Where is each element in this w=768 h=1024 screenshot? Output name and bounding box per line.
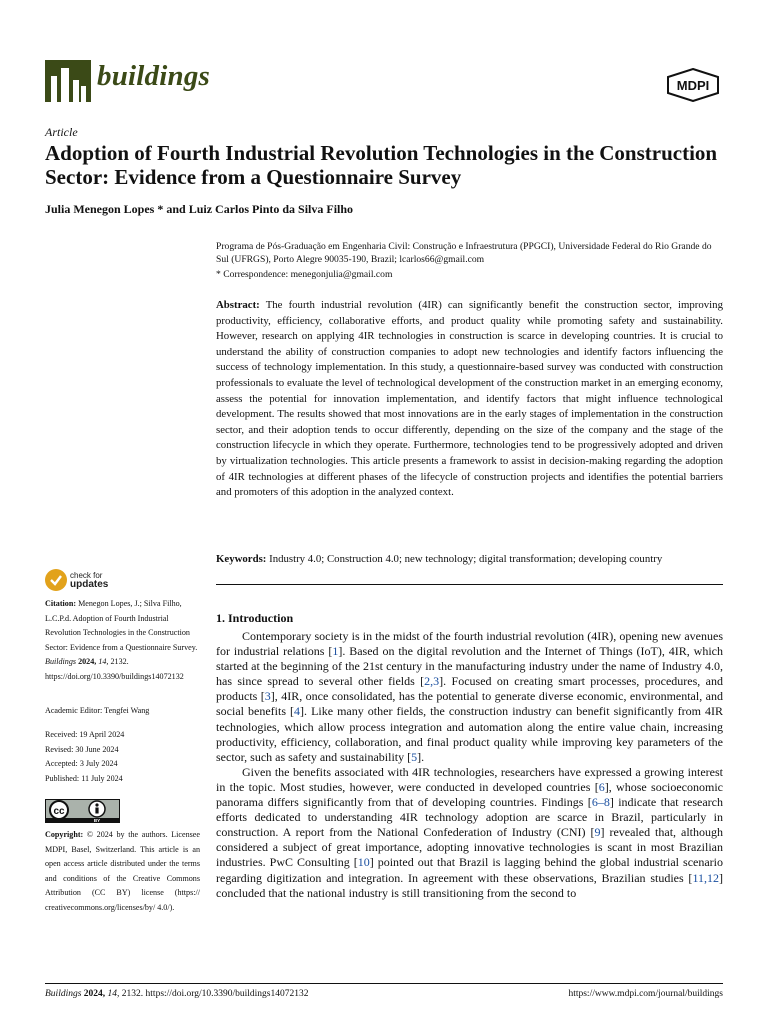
check-updates-line2: updates [70,579,109,590]
reference-link[interactable]: 2,3 [424,674,440,689]
buildings-logo-icon [45,60,91,102]
citation-journal: Buildings [45,657,77,666]
citation-label: Citation: [45,599,77,608]
mdpi-logo-text: MDPI [676,78,710,93]
citation-text: Menegon Lopes, J.; Silva Filho, L.C.P.d. Adoption of Fourth Industrial Revolution Technologies in the Construction Sector: Evidence from a Questionnaire Survey. [45,599,198,652]
footer-journal-url[interactable]: https://www.mdpi.com/journal/buildings [568,989,723,999]
article-type: Article [45,125,78,139]
footer-divider [45,983,723,984]
reference-link[interactable]: 6 [598,779,605,794]
reference-link[interactable]: 3 [264,689,271,704]
date-accepted: Accepted: 3 July 2024 [45,759,118,768]
text-run: ], whose socioeconomic panorama differs significantly from that of developing countries. Findings [ [216,779,723,810]
section-heading: 1. Introduction [216,611,294,625]
citation-volume: 14, [98,657,109,666]
footer-year: 2024, [83,989,106,999]
text-run: ] indicate that research efforts dedicated to understanding 4IR technology adoption are scarce in Brazil, particularly in construction. A report from the National Confederation of Industry (CNI) [ [216,795,724,840]
keywords-label: Keywords: [216,553,267,565]
svg-text:cc: cc [53,806,65,817]
author-list: Julia Menegon Lopes * and Luiz Carlos Pinto da Silva Filho [45,202,354,216]
footer-doi[interactable]: 2132. https://doi.org/10.3390/buildings14072132 [121,989,309,999]
text-run: ] concluded that the national industry is still transitioning from the second to [216,870,723,900]
reference-link[interactable]: 1 [332,644,339,659]
abstract [216,298,723,501]
footer-citation [45,989,308,999]
text-run: ] revealed that, although considered a subject of great importance, adopting innovative technologies is scant in most Brazilian industries. PwC Consulting [ [216,825,723,870]
svg-text:BY: BY [93,818,101,823]
reference-link[interactable]: 5 [411,749,418,764]
text-run: ], 4IR, once consolidated, has the potential to generate diverse economic, environmental, and social benefits [ [216,689,723,719]
text-run: ]. Focused on creating smart processes, procedures, and products [ [216,674,723,704]
paragraph-2 [216,765,723,901]
keywords-text: Industry 4.0; Construction 4.0; new technology; digital transformation; developing country [269,553,663,565]
text-run: ] pointed out that Brazil is lagging behind the global industrial scenario regarding digitization and integration. In agreement with these observations, Brazilian studies [ [216,855,723,885]
text-run: ]. Like many other fields, the construction industry can benefit significantly from 4IR technologies, which allow process integration and automation along the entire value chain, increasing productivity, efficiency, collaboration, and final product quality while improving key parameters of the sector, such as safety and sustainability [ [216,704,723,764]
citation-year: 2024, [78,657,97,666]
copyright-text: © 2024 by the authors. Licensee MDPI, Basel, Switzerland. This article is an open access article distributed under the terms and conditions of the Creative Commons Attribution (CC BY) license (https:// creativecommons.org/licenses/by/ 4.0/). [45,830,200,912]
date-received: Received: 19 April 2024 [45,730,125,739]
reference-link[interactable]: 9 [594,825,601,840]
check-updates-line1: check for [70,571,103,580]
text-run: ]. Based on the digital revolution and the Internet of Things (IoT), 4IR, which started at the beginning of the 21st century in the manufacturing industry under the name of Industry 4.0, has since spread to several other fields [ [216,644,723,689]
dates [45,728,200,786]
footer-journal: Buildings [45,989,82,999]
check-for-updates-badge[interactable] [45,569,145,597]
citation-doi[interactable]: 2132. https://doi.org/10.3390/buildings14072132 [45,657,184,681]
copyright [45,828,200,915]
correspondence: * Correspondence: menegonjulia@gmail.com [216,269,393,280]
date-published: Published: 11 July 2024 [45,773,123,783]
date-revised: Revised: 30 June 2024 [45,744,119,754]
reference-link[interactable]: 11,12 [692,870,719,885]
divider [216,584,723,585]
introduction-body [216,629,723,901]
journal-name: buildings [97,60,211,92]
abstract-label: Abstract: [216,299,260,311]
reference-link[interactable]: 4 [294,704,301,719]
paragraph-1 [216,629,723,765]
copyright-label: Copyright: [45,830,84,839]
reference-link[interactable]: 6–8 [591,795,610,810]
affiliation: Programa de Pós-Graduação em Engenharia Civil: Construção e Infraestrutura (PPGCI), Universidade Federal do Rio Grande do Sul (UFRGS), Porto Alegre 90035-190, Brazil; lcarlos66@gmail.com [216,241,712,266]
cc-by-license-icon[interactable] [45,799,120,823]
footer-volume: 14, [107,989,120,999]
academic-editor: Academic Editor: Tengfei Wang [45,706,150,715]
reference-link[interactable]: 10 [357,855,370,870]
abstract-text: The fourth industrial revolution (4IR) can significantly benefit the construction sector, improving productivity, efficiency, collaborative efforts, and product quality while promoting safety and sustainability. However, research on applying 4IR technologies in construction is scarce in developing countries. It is crucial to understand the ability of construction companies to adopt new technologies and identify factors influencing the success of technology implementation. In this study, a questionnaire-based survey was conducted with construction professionals to evaluate the level of technological development of the construction market in an emerging economy, assess the potential for innovation implementation, and identify factors that might influence technological development. The results showed that most innovations are in the early stages of implementation in the construction sector, and their adoption tends to occur differently, depending on the size of the company and the stage of the construction lifecycle in which they operate. Furthermore, technologies tend to be progressively adopted and driven by virtualization technologies. This article presents a framework to assist in decision-making regarding the adoption of 4IR technologies at different phases of the lifecycle of construction projects and identifies the potential barriers and promoters of this adoption in the analyzed context. [216,299,723,499]
text-run: ]. [417,749,425,764]
article-title: Adoption of Fourth Industrial Revolution Technologies in the Construction Sector: Evidence from a Questionnaire Survey [45,141,718,189]
citation [45,597,200,684]
check-icon [45,569,67,591]
text-run: Given the benefits associated with 4IR technologies, researchers have expressed a growing interest in the topic. Most studies, however, were conducted in developed countries [ [216,764,723,794]
mdpi-logo-icon [666,68,720,102]
text-run: Contemporary society is in the midst of the fourth industrial revolution (4IR), opening new avenues for industrial relations [ [216,629,723,659]
keywords [216,552,723,567]
